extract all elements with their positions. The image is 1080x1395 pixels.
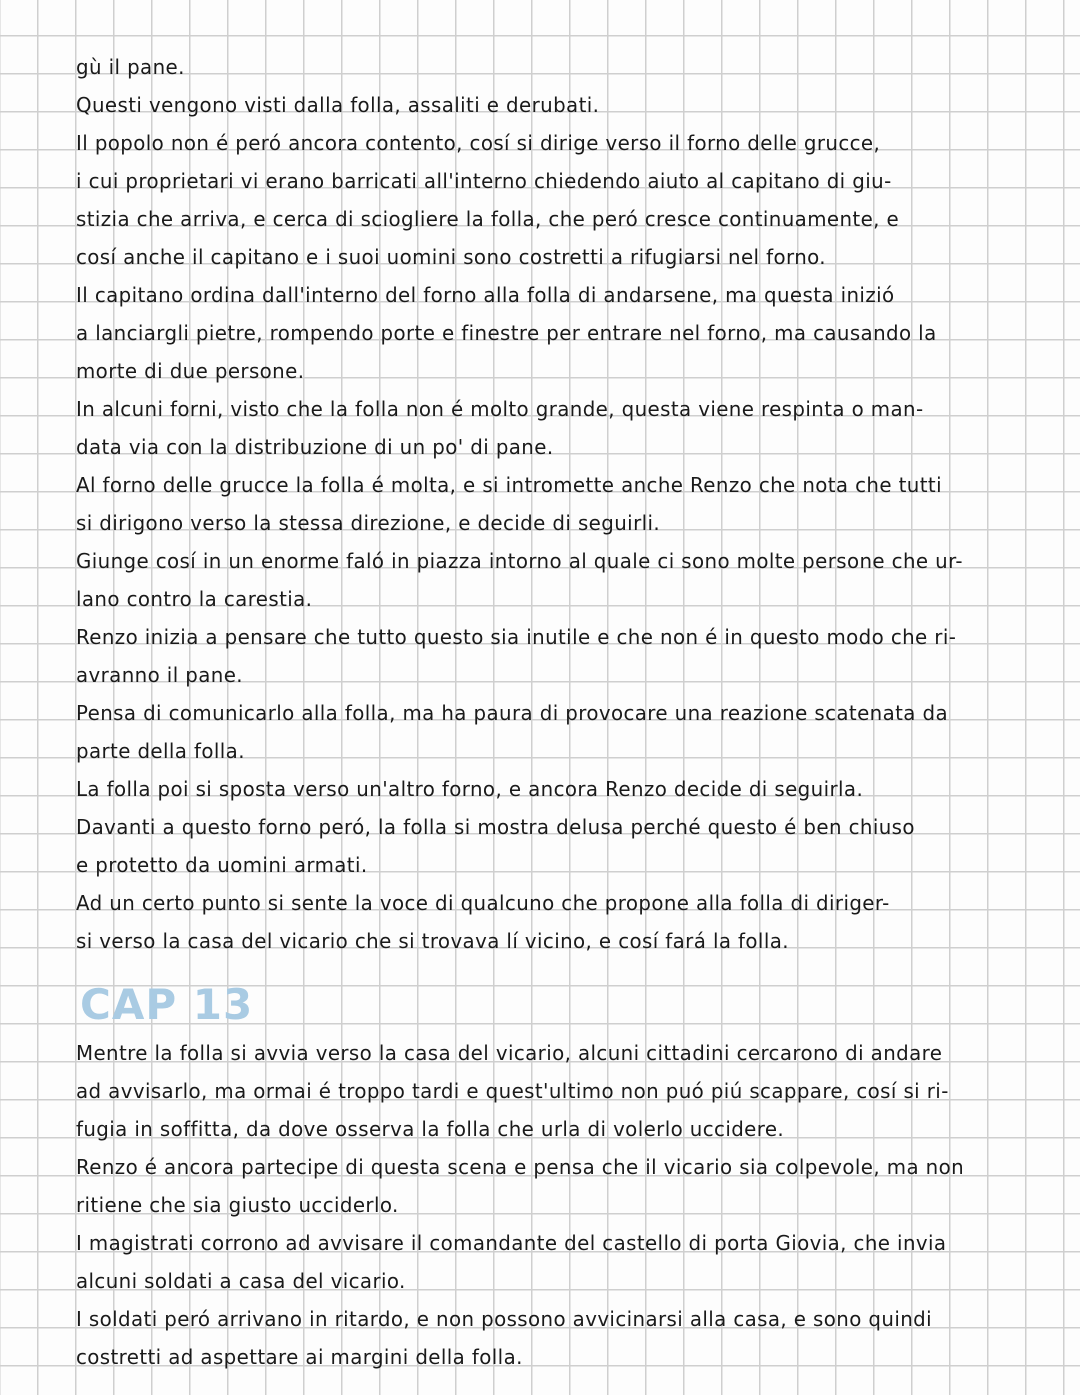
text-line: alcuni soldati a casa del vicario.: [76, 1269, 406, 1293]
text-line: avranno il pane.: [76, 663, 244, 687]
text-line: morte di due persone.: [76, 359, 305, 383]
text-line: si dirigono verso la stessa direzione, e decide di seguirli.: [76, 511, 661, 535]
text-line: Renzo inizia a pensare che tutto questo sia inutile e che non é in questo modo che ri-: [76, 625, 957, 649]
text-line: Al forno delle grucce la folla é molta, e si intromette anche Renzo che nota che tutti: [76, 473, 942, 497]
chapter-heading: CAP 13: [80, 980, 254, 1029]
text-line: Questi vengono visti dalla folla, assaliti e derubati.: [76, 93, 600, 117]
text-line: I soldati peró arrivano in ritardo, e non possono avvicinarsi alla casa, e sono quindi: [76, 1307, 933, 1331]
text-line: Giunge cosí in un enorme faló in piazza intorno al quale ci sono molte persone che ur-: [76, 549, 963, 573]
text-line: lano contro la carestia.: [76, 587, 313, 611]
text-line: si verso la casa del vicario che si trovava lí vicino, e cosí fará la folla.: [76, 929, 789, 953]
text-line: Il popolo non é peró ancora contento, cosí si dirige verso il forno delle grucce,: [76, 131, 881, 155]
text-line: costretti ad aspettare ai margini della folla.: [76, 1345, 523, 1369]
text-line: e protetto da uomini armati.: [76, 853, 368, 877]
text-line: Davanti a questo forno peró, la folla si mostra delusa perché questo é ben chiuso: [76, 815, 915, 839]
text-line: Pensa di comunicarlo alla folla, ma ha paura di provocare una reazione scatenata da: [76, 701, 949, 725]
text-line: fugia in soffitta, da dove osserva la folla che urla di volerlo uccidere.: [76, 1117, 785, 1141]
text-line: Il capitano ordina dall'interno del forno alla folla di andarsene, ma questa inizió: [76, 283, 895, 307]
text-line: parte della folla.: [76, 739, 245, 763]
text-line: data via con la distribuzione di un po' di pane.: [76, 435, 554, 459]
text-line: i cui proprietari vi erano barricati all'interno chiedendo aiuto al capitano di giu-: [76, 169, 892, 193]
text-line: Renzo é ancora partecipe di questa scena e pensa che il vicario sia colpevole, ma non: [76, 1155, 965, 1179]
text-line: gù il pane.: [76, 55, 185, 79]
text-line: In alcuni forni, visto che la folla non é molto grande, questa viene respinta o man-: [76, 397, 924, 421]
text-line: Ad un certo punto si sente la voce di qualcuno che propone alla folla di diriger-: [76, 891, 890, 915]
text-line: La folla poi si sposta verso un'altro forno, e ancora Renzo decide di seguirla.: [76, 777, 864, 801]
text-line: ritiene che sia giusto ucciderlo.: [76, 1193, 399, 1217]
text-line: cosí anche il capitano e i suoi uomini sono costretti a rifugiarsi nel forno.: [76, 245, 827, 269]
text-line: a lanciargli pietre, rompendo porte e finestre per entrare nel forno, ma causando la: [76, 321, 937, 345]
text-line: ad avvisarlo, ma ormai é troppo tardi e quest'ultimo non puó piú scappare, cosí si ri-: [76, 1079, 949, 1103]
text-line: I magistrati corrono ad avvisare il comandante del castello di porta Giovia, che invia: [76, 1231, 947, 1255]
text-line: Mentre la folla si avvia verso la casa del vicario, alcuni cittadini cercarono di andare: [76, 1041, 943, 1065]
text-line: stizia che arriva, e cerca di sciogliere la folla, che peró cresce continuamente, e: [76, 207, 900, 231]
